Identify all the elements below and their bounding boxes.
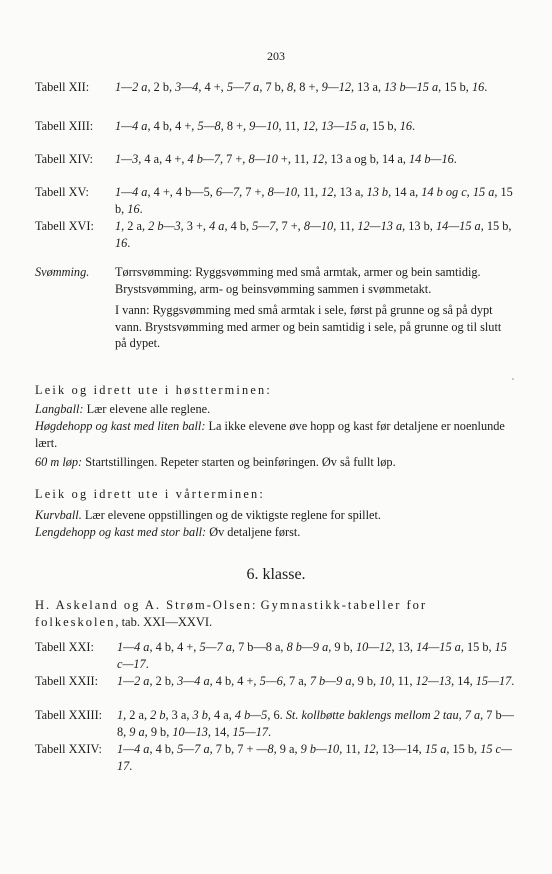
list-item [35, 454, 515, 471]
item-text: Startstillingen. Repeter starten og beinføringen. Øv så fullt løp. [82, 455, 396, 469]
table-row [35, 707, 515, 741]
swimming-section [35, 264, 515, 357]
table-label: Tabell XVI: [35, 219, 94, 233]
list-item [35, 507, 515, 524]
autumn-heading: Leik og idrett ute i høstterminen: [35, 383, 273, 397]
table-label: Tabell XXI: [35, 640, 94, 654]
table-label: Tabell XXIII: [35, 708, 103, 722]
item-title: Høgdehopp og kast med liten ball: [35, 419, 206, 433]
table-label: Tabell XV: [35, 185, 89, 199]
table-label: Tabell XII: [35, 80, 90, 94]
list-item [35, 524, 515, 541]
table-row [35, 79, 515, 96]
table-exercises: 1, 2 a, 2 b, 3 a, 3 b, 4 a, 4 b—5, 6. St. kollbøtte baklengs mellom 2 tau, 7 a, 7 b—8, 9 a, 9 b, 10—13, 14, 15—17. [117, 708, 514, 739]
swimming-paragraph-dry: Tørrsvømming: Ryggsvømming med små armtak, armer og bein samtidig. Brystsvømming, arm- og beinsvømming sammen i svømmetakt. [115, 265, 481, 296]
item-text: La ikke elevene øve hopp og kast før detaljene er noenlunde lært. [35, 419, 505, 450]
table-row [35, 639, 515, 673]
table-row [35, 184, 515, 218]
source-reference [35, 597, 515, 631]
item-text: Lær elevene alle reglene. [83, 402, 211, 416]
table-row [35, 218, 515, 252]
item-title: Kurvball. [35, 508, 82, 522]
table-row [35, 741, 515, 775]
class-title: 6. klasse. [246, 566, 306, 583]
table-exercises: 1—2 a, 2 b, 3—4, 4 +, 5—7 a, 7 b, 8, 8 +, 9—12, 13 a, 13 b—15 a, 15 b, 16. [115, 80, 488, 94]
item-title: Lengdehopp og kast med stor ball: [35, 525, 207, 539]
table-label: Tabell XXIV: [35, 742, 102, 756]
table-exercises: 1—4 a, 4 +, 4 b—5, 6—7, 7 +, 8—10, 11, 12, 13 a, 13 b, 14 a, 14 b og c, 15 a, 15 b, 16. [115, 185, 513, 216]
table-exercises: 1—4 a, 4 b, 5—7 a, 7 b, 7 + —8, 9 a, 9 b—10, 11, 12, 13—14, 15 a, 15 b, 15 c—17. [117, 742, 512, 773]
table-label: Tabell XIV: [35, 152, 93, 166]
swimming-paragraph-water: I vann: Ryggsvømming med små armtak i sele, først på grunne og så på dypt vann. Brystsvømming med armer og bein samtidig i sele, på grunne og til slutt på dypet. [115, 303, 502, 350]
table-exercises: 1—4 a, 4 b, 4 +, 5—8, 8 +, 9—10, 11, 12, 13—15 a, 15 b, 16. [115, 119, 416, 133]
list-item [35, 418, 515, 452]
table-row [35, 151, 515, 168]
source-rest: , tab. XXI—XXVI. [115, 615, 213, 629]
spring-heading: Leik og idrett ute i vårterminen: [35, 487, 266, 501]
item-text: Lær elevene oppstillingen og de viktigste reglene for spillet. [81, 508, 381, 522]
item-title: Langball: [35, 402, 84, 416]
swimming-label: Svømming. [35, 265, 90, 279]
item-text: Øv detaljene først. [206, 525, 301, 539]
list-item [35, 401, 515, 418]
source-title: Gymnastikk-tabeller for folkeskolen [35, 598, 428, 629]
page-number: 203 [267, 49, 285, 63]
table-row [35, 118, 515, 135]
table-exercises: 1—3, 4 a, 4 +, 4 b—7, 7 +, 8—10 +, 11, 12, 13 a og b, 14 a, 14 b—16. [115, 152, 457, 166]
item-title: 60 m løp: [35, 455, 83, 469]
table-row [35, 673, 515, 690]
table-exercises: 1—4 a, 4 b, 4 +, 5—7 a, 7 b—8 a, 8 b—9 a, 9 b, 10—12, 13, 14—15 a, 15 b, 15 c—17. [117, 640, 507, 671]
source-authors: H. Askeland og A. Strøm-Olsen: [35, 598, 258, 612]
table-label: Tabell XIII: [35, 119, 94, 133]
paper-speck [512, 378, 514, 380]
table-exercises: 1, 2 a, 2 b—3, 3 +, 4 a, 4 b, 5—7, 7 +, 8—10, 11, 12—13 a, 13 b, 14—15 a, 15 b, 16. [115, 219, 512, 250]
table-exercises: 1—2 a, 2 b, 3—4 a, 4 b, 4 +, 5—6, 7 a, 7 b—9 a, 9 b, 10, 11, 12—13, 14, 15—17. [117, 674, 515, 688]
table-label: Tabell XXII: [35, 674, 98, 688]
